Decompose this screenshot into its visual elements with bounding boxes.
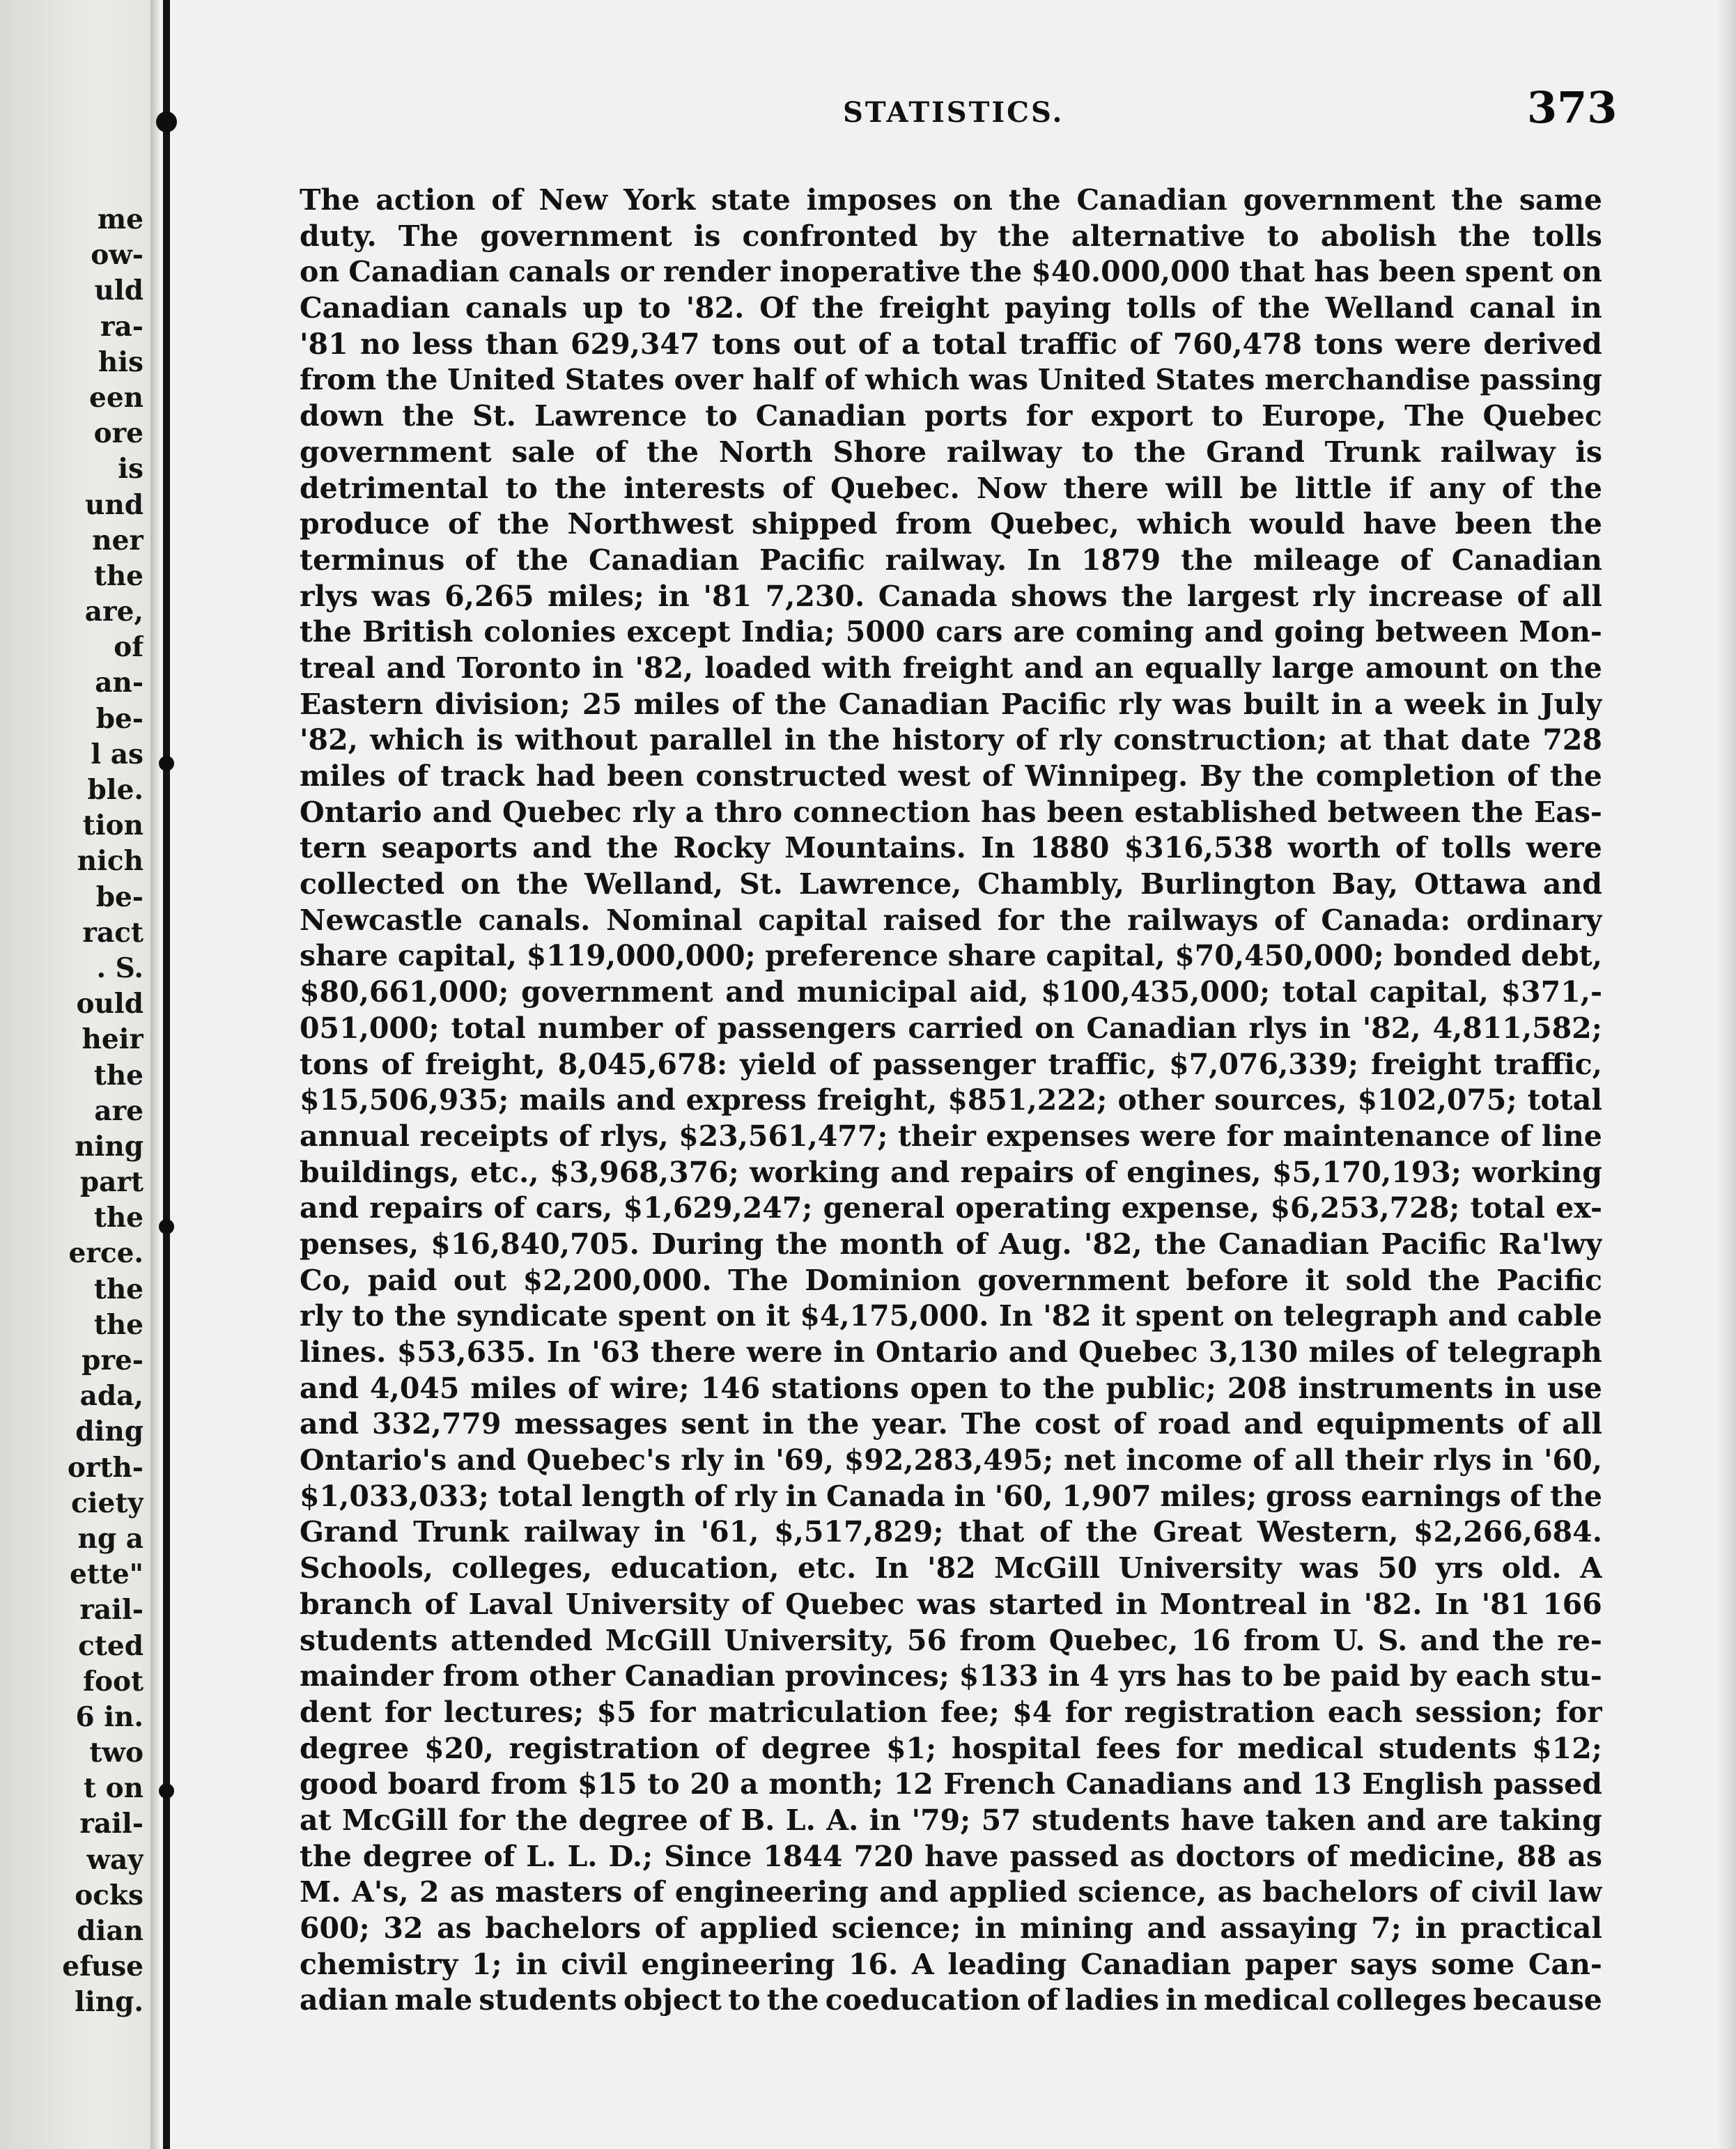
text-line: and repairs of cars, $1,629,247; general operating expense, $6,253,728; total ex- (300, 1191, 1602, 1225)
facing-page-fragment: und (85, 488, 144, 521)
text-line: on Canadian canals or render inoperative the $40.000,000 that has been spent on (300, 255, 1602, 289)
binding-stitch-icon (156, 111, 177, 132)
binding-stitch-icon (159, 756, 174, 771)
text-line: annual receipts of rlys, $23,561,477; their expenses were for maintenance of line (300, 1119, 1602, 1153)
facing-page-fragment: are (94, 1094, 144, 1127)
text-line: branch of Laval University of Quebec was started in Montreal in '82. In '81 166 (300, 1587, 1602, 1621)
facing-page-fragment: ocks (75, 1879, 144, 1911)
facing-page-fragment: heir (82, 1023, 144, 1056)
facing-page-fragment: rail- (79, 1594, 144, 1627)
text-line: government sale of the North Shore railway to the Grand Trunk railway is (300, 435, 1602, 469)
facing-page-fragment: me (97, 203, 144, 235)
facing-page-fragment: his (98, 346, 144, 378)
text-line: tern seaports and the Rocky Mountains. In 1880 $316,538 worth of tolls were (300, 831, 1602, 865)
facing-page-fragment: ning (75, 1130, 144, 1163)
text-line: produce of the Northwest shipped from Quebec, which would have been the (300, 507, 1602, 541)
binding-spine (163, 0, 170, 2149)
running-title: STATISTICS. (843, 96, 1064, 129)
facing-page-fragment: an- (95, 667, 144, 699)
facing-page-fragment: ling. (75, 1986, 144, 2019)
facing-page-fragment: the (93, 1273, 144, 1305)
text-line: Schools, colleges, education, etc. In '82 McGill University was 50 yrs old. A (300, 1551, 1602, 1585)
facing-page-fragment: ould (76, 988, 144, 1021)
facing-page-fragment: is (118, 453, 144, 486)
facing-page-fragment: way (86, 1843, 144, 1876)
text-line: the British colonies except India; 5000 cars are coming and going between Mon- (300, 615, 1602, 649)
text-line: and 4,045 miles of wire; 146 stations open to the public; 208 instruments in use (300, 1371, 1602, 1405)
text-line: $1,033,033; total length of rly in Canada in '60, 1,907 miles; gross earnings of the (300, 1479, 1602, 1513)
text-line: miles of track had been constructed west of Winnipeg. By the completion of the (300, 759, 1602, 793)
text-line: terminus of the Canadian Pacific railway. In 1879 the mileage of Canadian (300, 543, 1602, 577)
text-line: dent for lectures; $5 for matriculation fee; $4 for registration each session; for (300, 1695, 1602, 1729)
text-line: the degree of L. L. D.; Since 1844 720 have passed as doctors of medicine, 88 as (300, 1839, 1602, 1873)
text-line: chemistry 1; in civil engineering 16. A leading Canadian paper says some Can- (300, 1947, 1602, 1981)
text-line: The action of New York state imposes on the Canadian government the same (300, 183, 1602, 217)
facing-page-fragment: are, (84, 596, 144, 628)
text-line: and 332,779 messages sent in the year. The cost of road and equipments of all (300, 1407, 1602, 1441)
text-line: '82, which is without parallel in the history of rly construction; at that date 728 (300, 723, 1602, 757)
text-line: tons of freight, 8,045,678: yield of passenger traffic, $7,076,339; freight traffic, (300, 1047, 1602, 1081)
facing-page-fragment: part (79, 1166, 144, 1199)
facing-page-fragment: t on (84, 1772, 144, 1805)
body-text (300, 183, 1602, 2019)
facing-page-fragment: ner (92, 524, 144, 557)
page-number: 373 (1527, 82, 1618, 133)
facing-page-fragment: tion (82, 809, 144, 842)
text-line: Newcastle canals. Nominal capital raised for the railways of Canada: ordinary (300, 903, 1602, 937)
facing-page-fragment: the (93, 1308, 144, 1341)
text-line: $15,506,935; mails and express freight, $851,222; other sources, $102,075; total (300, 1083, 1602, 1117)
text-line: share capital, $119,000,000; preference share capital, $70,450,000; bonded debt, (300, 939, 1602, 973)
text-line: degree $20, registration of degree $1; hospital fees for medical students $12; (300, 1731, 1602, 1765)
facing-page-fragment: een (89, 381, 144, 414)
text-line: Ontario and Quebec rly a thro connection has been established between the Eas- (300, 795, 1602, 829)
text-line: duty. The government is confronted by the alternative to abolish the tolls (300, 219, 1602, 253)
facing-page-fragment: nich (77, 845, 144, 878)
text-line: Ontario's and Quebec's rly in '69, $92,283,495; net income of all their rlys in '60, (300, 1443, 1602, 1477)
text-line: 600; 32 as bachelors of applied science; in mining and assaying 7; in practical (300, 1911, 1602, 1945)
facing-page-fragment: 6 in. (75, 1700, 144, 1733)
text-line: down the St. Lawrence to Canadian ports for export to Europe, The Quebec (300, 399, 1602, 433)
facing-page-fragment: the (93, 1059, 144, 1092)
text-line: rlys was 6,265 miles; in '81 7,230. Canada shows the largest rly increase of all (300, 579, 1602, 613)
text-line: Canadian canals up to '82. Of the freight paying tolls of the Welland canal in (300, 291, 1602, 325)
facing-page-fragment: cted (78, 1629, 144, 1662)
facing-page-fragment: l as (91, 738, 144, 770)
facing-page-fragment: orth- (67, 1451, 144, 1484)
facing-page-fragment: pre- (82, 1344, 144, 1376)
text-line: good board from $15 to 20 a month; 12 French Canadians and 13 English passed (300, 1767, 1602, 1801)
facing-page-fragment: ract (82, 916, 144, 949)
facing-page-fragment: the (93, 1202, 144, 1234)
text-line: collected on the Welland, St. Lawrence, Chambly, Burlington Bay, Ottawa and (300, 867, 1602, 901)
facing-page-fragment: of (114, 631, 144, 664)
facing-page-fragment: ciety (70, 1487, 144, 1519)
text-line: penses, $16,840,705. During the month of Aug. '82, the Canadian Pacific Ra'lwy (300, 1227, 1602, 1261)
facing-page-fragment: ng a (77, 1522, 144, 1555)
facing-page-fragment: ble. (87, 774, 144, 806)
facing-page-fragment: foot (83, 1665, 144, 1698)
text-line: Grand Trunk railway in '61, $,517,829; that of the Great Western, $2,266,684. (300, 1515, 1602, 1549)
page-edge-shadow (1716, 0, 1736, 2149)
facing-page-fragment: ra- (100, 310, 144, 343)
text-line: '81 no less than 629,347 tons out of a total traffic of 760,478 tons were derived (300, 327, 1602, 361)
facing-page-fragment: efuse (62, 1950, 144, 1983)
text-line: from the United States over half of which was United States merchandise passing (300, 363, 1602, 397)
text-line: buildings, etc., $3,968,376; working and repairs of engines, $5,170,193; working (300, 1155, 1602, 1189)
facing-page-fragment: ette" (70, 1558, 144, 1591)
text-line: rly to the syndicate spent on it $4,175,000. In '82 it spent on telegraph and cable (300, 1299, 1602, 1333)
binding-stitch-icon (159, 1783, 174, 1799)
facing-page-fragment: ada, (79, 1380, 144, 1413)
text-line: treal and Toronto in '82, loaded with freight and an equally large amount on the (300, 651, 1602, 685)
text-line: lines. $53,635. In '63 there were in Ontario and Quebec 3,130 miles of telegraph (300, 1335, 1602, 1369)
facing-page-text-fragments (4, 202, 144, 2021)
facing-page-fragment: be- (95, 702, 144, 735)
text-line: mainder from other Canadian provinces; $133 in 4 yrs has to be paid by each stu- (300, 1659, 1602, 1693)
facing-page-fragment: erce. (68, 1237, 144, 1270)
facing-page-fragment: ore (93, 417, 144, 450)
text-line: at McGill for the degree of B. L. A. in '79; 57 students have taken and are taking (300, 1803, 1602, 1837)
text-line: Co, paid out $2,200,000. The Dominion government before it sold the Pacific (300, 1263, 1602, 1297)
text-line: $80,661,000; government and municipal aid, $100,435,000; total capital, $371,- (300, 975, 1602, 1009)
text-line: adian male students object to the coeducation of ladies in medical colleges because (300, 1983, 1602, 2017)
facing-page-fragment: ow- (91, 239, 144, 272)
facing-page-fragment: dian (77, 1915, 144, 1947)
binding-stitch-icon (159, 1219, 174, 1234)
facing-page-fragment: ding (75, 1415, 144, 1448)
facing-page-fragment: uld (94, 274, 144, 307)
facing-page-fragment: be- (95, 880, 144, 913)
facing-page-fragment: rail- (79, 1808, 144, 1840)
text-line: Eastern division; 25 miles of the Canadian Pacific rly was built in a week in July (300, 687, 1602, 721)
text-line: M. A's, 2 as masters of engineering and applied science, as bachelors of civil law (300, 1875, 1602, 1909)
facing-page-fragment: two (89, 1737, 144, 1769)
text-line: 051,000; total number of passengers carried on Canadian rlys in '82, 4,811,582; (300, 1011, 1602, 1045)
facing-page-fragment: . S. (96, 952, 144, 984)
text-line: students attended McGill University, 56 from Quebec, 16 from U. S. and the re- (300, 1623, 1602, 1657)
facing-page-fragment: the (93, 559, 144, 592)
text-line: detrimental to the interests of Quebec. Now there will be little if any of the (300, 471, 1602, 505)
